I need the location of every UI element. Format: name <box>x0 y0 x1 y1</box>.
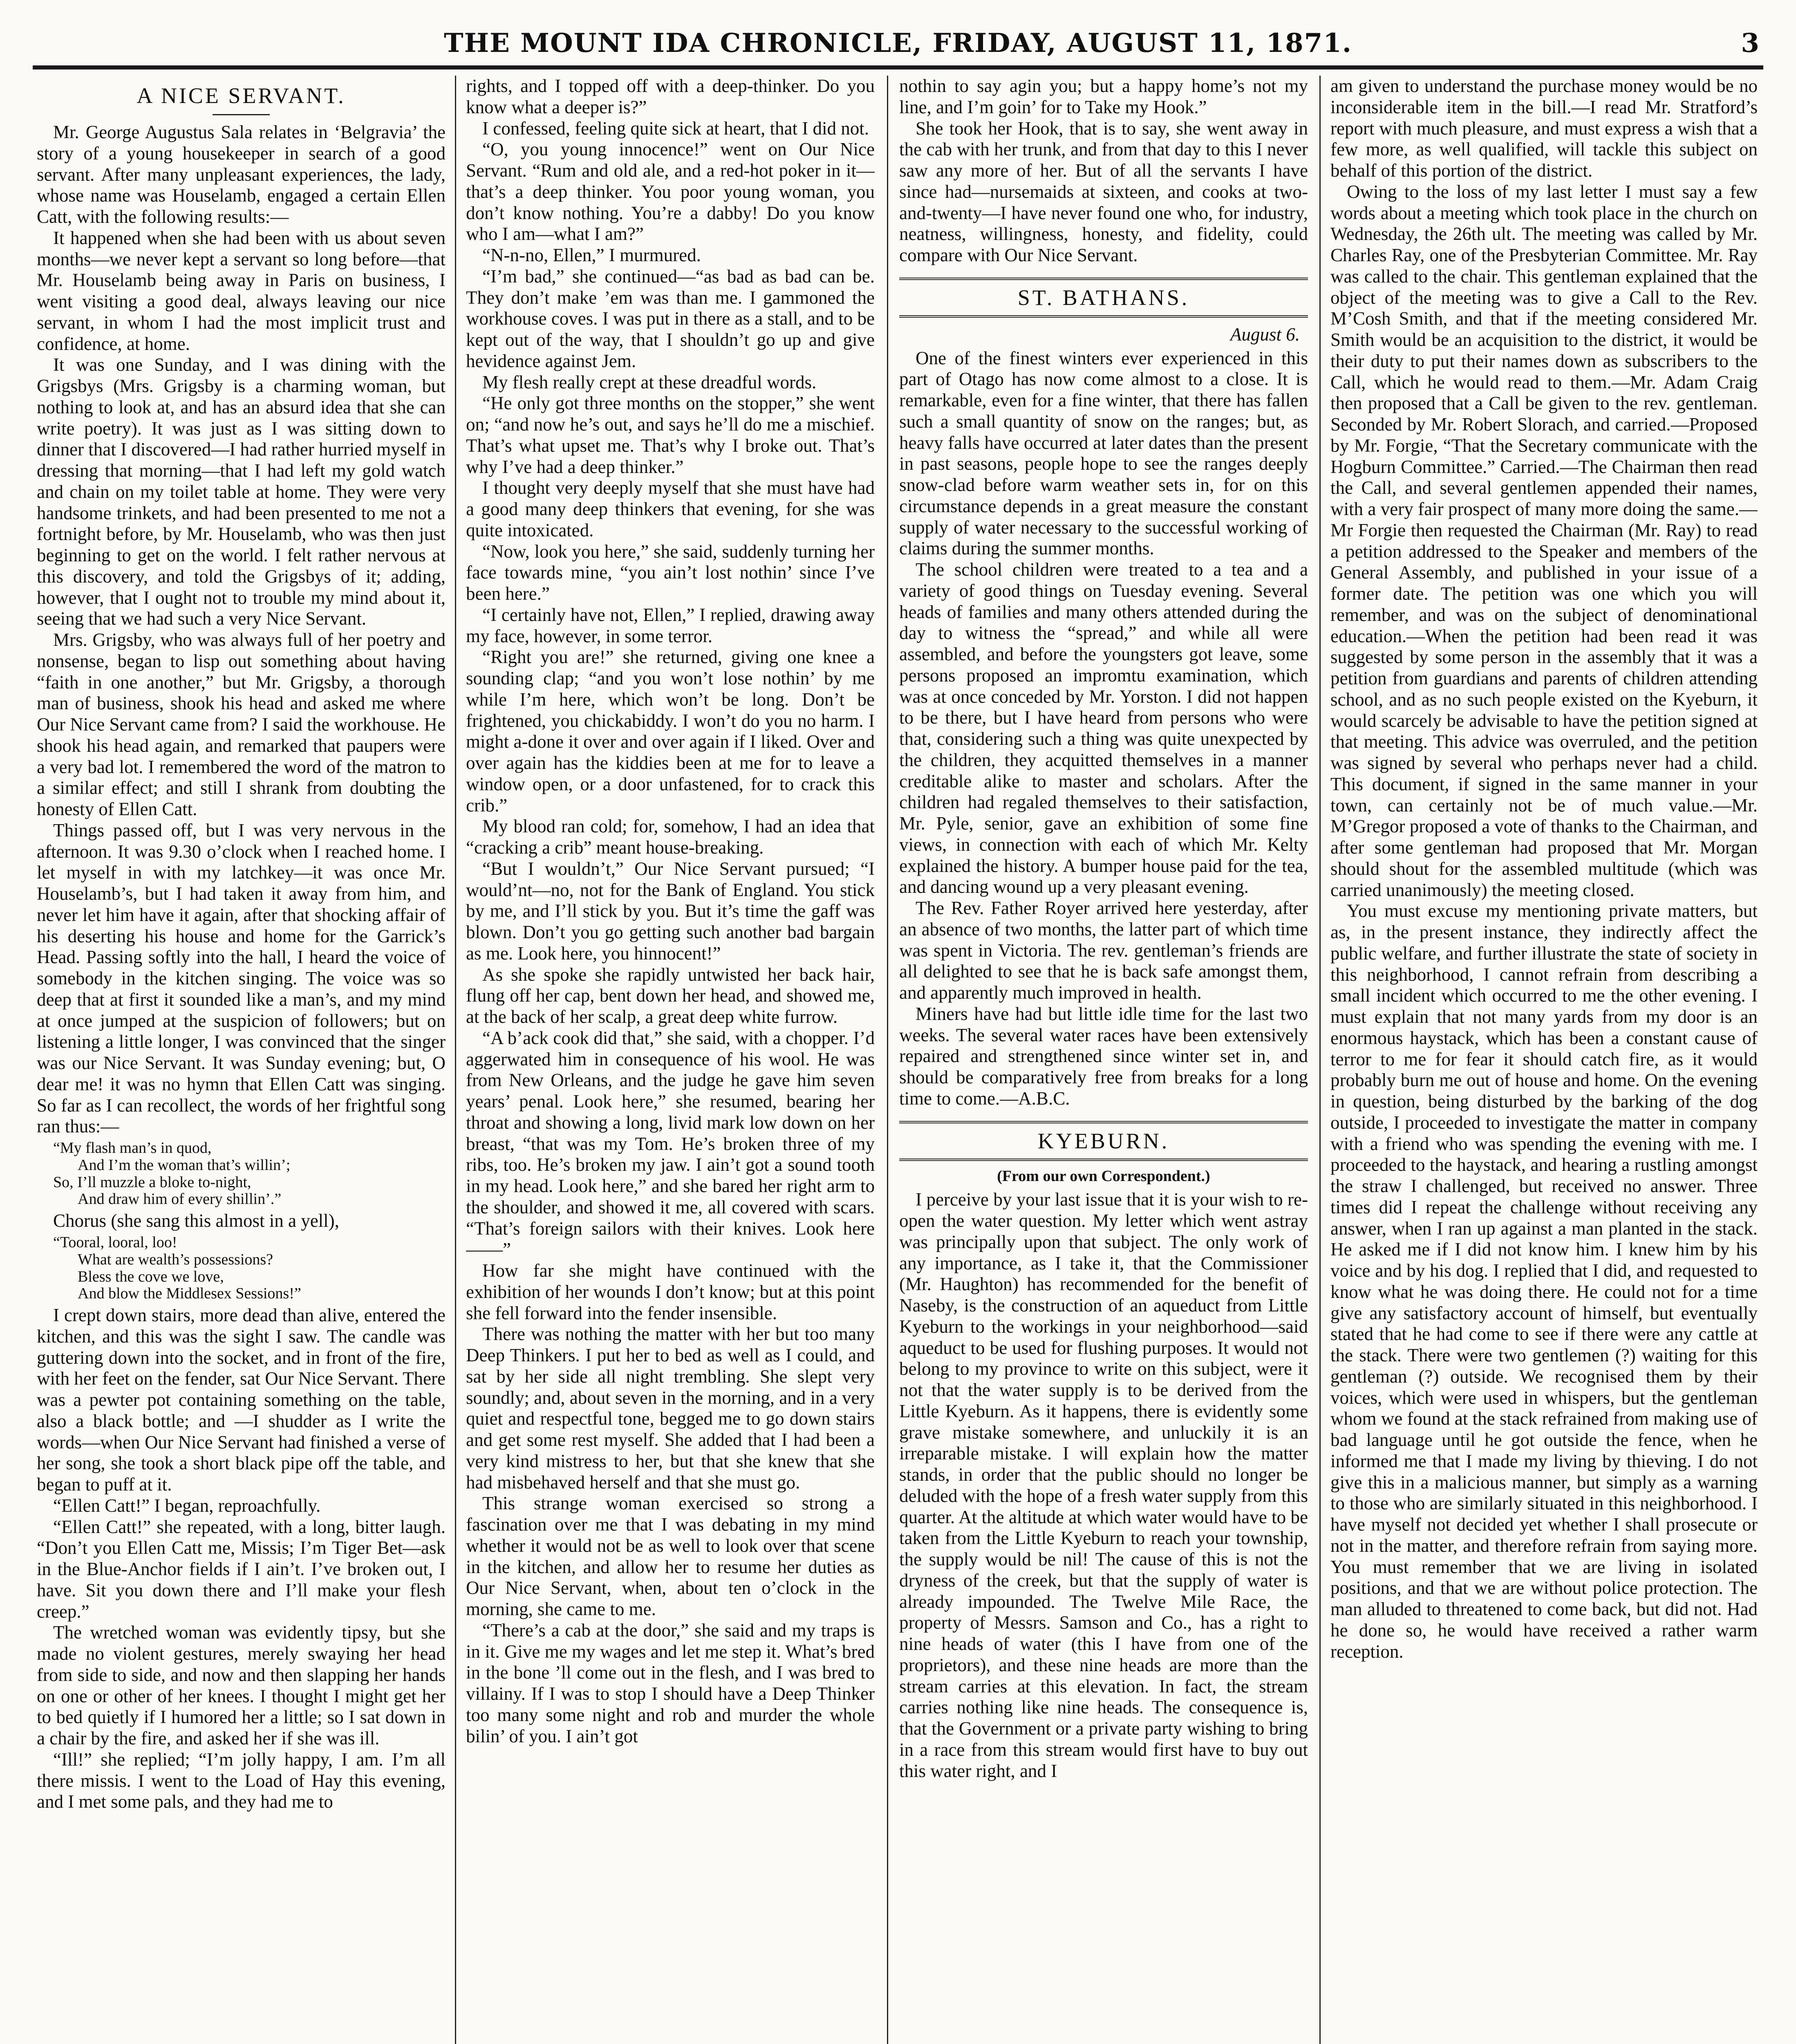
column-rule <box>1319 76 1321 2044</box>
page-number: 3 <box>1741 28 1759 58</box>
paragraph: nothin to say agin you; but a happy home’s not my line, and I’m goin’ for to Take my Hook.” <box>899 76 1308 117</box>
paragraph: “Ill!” she replied; “I’m jolly happy, I am. I’m all there missis. I went to the Load of Hay this evening, and I met some pals, and they had me to <box>37 1749 446 1812</box>
song-chorus <box>53 1234 446 1302</box>
article-heading: A NICE SERVANT. <box>137 83 346 108</box>
paragraph: Things passed off, but I was very nervous in the afternoon. It was 9.30 o’clock when I reached home. I let myself in with my latchkey—it was once Mr. Houselamb’s, but I had taken it away from him, and never let him have it again, after that shocking affair of his deserting his house and home for the Garrick’s Head. Passing softly into the hall, I heard the voice of somebody in the kitchen singing. The voice was so deep that at first it sounded like a man’s, and my mind at once jumped at the suspicion of followers; but on listening a little longer, I was convinced that the singer was our Nice Servant. It was Sunday evening; but, O dear me! it was no hymn that Ellen Catt was singing. So far as I can recollect, the words of her frightful song ran thus:— <box>37 820 446 1137</box>
paragraph: Mr. George Augustus Sala relates in ‘Belgravia’ the story of a young housekeeper in search of a good servant. After many unpleasant experiences, the lady, whose name was Houselamb, engaged a certain Ellen Catt, with the following results:— <box>37 122 446 227</box>
verse-line: And draw him of every shillin’.” <box>78 1190 282 1208</box>
verse-line: So, I’ll muzzle a bloke to-night, <box>53 1173 251 1191</box>
paragraph: am given to understand the purchase money would be no inconsiderable item in the bill.—I read Mr. Stratford’s report with much pleasure, and must express a wish that a few more, as well qualified, will tackle this subject on behalf of this portion of the district. <box>1330 76 1758 181</box>
article-subheading: (From our own Correspondent.) <box>997 1167 1210 1185</box>
verse-line: What are wealth’s possessions? <box>78 1251 273 1268</box>
paragraph: Owing to the loss of my last letter I must say a few words about a meeting which took place in the church on Wednesday, the 26th ult. The meeting was called by Mr. Charles Ray, one of the Presbyterian Committee. Mr. Ray was called to the chair. This gentleman explained that the object of the meeting was to give a Call to the Rev. M’Cosh Smith, and that if the meeting considered Mr. Smith would be an acquisition to the district, it would be their duty to put their names down as subscribers to the Call, which he would read to them.—Mr. Adam Craig then proposed that a Call be given to the rev. gentleman. Seconded by Mr. Robert Slorach, and carried.—Proposed by Mr. Forgie, “That the Secretary communicate with the Hogburn Committee.” Carried.—The Chairman then read the Call, and several gentlemen appended their names, with a very fair prospect of many more doing the same.—Mr Forgie then requested the Chairman (Mr. Ray) to read a petition addressed to the Speaker and members of the General Assembly, and published in your issue of a former date. The petition was one which you will remember, and was on the subject of denominational education.—When the petition had been read it was suggested by some person in the assembly that it was a petition from guardians and parents of children attending school, and as no such people existed on the Kyeburn, it would scarcely be advisable to have the petition signed at that meeting. This advice was overruled, and the petition was signed by several who perhaps never had a child. This document, if signed in the same manner in your town, can certainly not be of much value.—Mr. M’Gregor proposed a vote of thanks to the Chairman, and after some gentleman had proposed that Mr. Morgan should shout for the assembled multitude (which was carried unanimously) the meeting closed. <box>1330 181 1758 900</box>
paragraph: “Now, look you here,” she said, suddenly turning her face towards mine, “you ain’t lost nothin’ since I’ve been here.” <box>466 541 875 604</box>
verse-line: “Tooral, looral, loo! <box>53 1234 177 1251</box>
paragraph: She took her Hook, that is to say, she went away in the cab with her trunk, and from that day to this I never saw any more of her. But of all the servants I have since had—nursemaids at sixteen, and cooks at two-and-twenty—I have never found one who, for industry, neatness, willingness, honesty, and fidelity, could compare with Our Nice Servant. <box>899 118 1308 265</box>
paragraph: There was nothing the matter with her but too many Deep Thinkers. I put her to bed as well as I could, and sat by her side all night trembling. She slept very soundly; and, about seven in the morning, and in a very quiet and respectful tone, begged me to go down stairs and get some rest myself. She added that I had been a very kind mistress to her, but that she knew that she had misbehaved herself and that she must go. <box>466 1324 875 1493</box>
verse-line: “My flash man’s in quod, <box>53 1139 212 1157</box>
paragraph: The school children were treated to a tea and a variety of good things on Tuesday evening. Several heads of families and many others attended during the day to witness the “spread,” and while all were assembled, and before the youngsters got leave, some persons proposed an impromtu examination, which was at once conceded by Mr. Yorston. I did not happen to be there, but I have heard from persons who were that, considering such a thing was quite unexpected by the children, they acquitted themselves in a manner creditable alike to master and scholars. After the children had regaled themselves to their satisfaction, Mr. Pyle, senior, gave an exhibition of some fine views, in connection with each of which Mr. Kelty explained the history. A bumper house paid for the tea, and dancing wound up a very pleasant evening. <box>899 559 1308 897</box>
paragraph: Chorus (she sang this almost in a yell), <box>53 1210 339 1231</box>
article-heading: KYEBURN. <box>899 1121 1308 1161</box>
paragraph: The Rev. Father Royer arrived here yesterday, after an absence of two months, the latter part of which time was spent in Victoria. The rev. gentleman’s friends are all delighted to see that he is back safe amongst them, and apparently much improved in health. <box>899 898 1308 1003</box>
paragraph: “N-n-no, Ellen,” I murmured. <box>482 245 701 265</box>
column-2 <box>466 76 875 2044</box>
paragraph: Miners have had but little idle time for the last two weeks. The several water races have been extensively repaired and strengthened since winter set in, and should be comparatively free from breaks for a long time to come.—A.B.C. <box>899 1003 1308 1109</box>
paragraph: I confessed, feeling quite sick at heart, that I did not. <box>482 118 869 139</box>
paragraph: My flesh really crept at these dreadful words. <box>482 372 817 392</box>
paragraph: As she spoke she rapidly untwisted her back hair, flung off her cap, bent down her head, and showed me, at the back of her scalp, a great deep white furrow. <box>466 964 875 1027</box>
paragraph: Mrs. Grigsby, who was always full of her poetry and nonsense, began to lisp out something about having “faith in one another,” but Mr. Grigsby, a thorough man of business, shook his head and asked me where Our Nice Servant came from? I said the workhouse. He shook his head again, and remarked that paupers were a very bad lot. I remembered the word of the matron to a similar effect; and still I shrank from doubting the honesty of Ellen Catt. <box>37 630 446 820</box>
song-verse <box>53 1140 446 1208</box>
newspaper-title: THE MOUNT IDA CHRONICLE, FRIDAY, AUGUST 11, 1871. <box>443 28 1353 58</box>
article-heading: ST. BATHANS. <box>899 278 1308 318</box>
paragraph: I crept down stairs, more dead than alive, entered the kitchen, and this was the sight I saw. The candle was guttering down into the socket, and in front of the fire, with her feet on the fender, sat Our Nice Servant. There was a pewter pot containing something on the table, also a black bottle; and —I shudder as I write the words—when Our Nice Servant had finished a verse of her song, she took a short black pipe off the table, and began to puff at it. <box>37 1305 446 1495</box>
paragraph: It happened when she had been with us about seven months—we never kept a servant so long before—that Mr. Houselamb being away in Paris on business, I went visiting a good deal, always leaving our nice servant, in whom I had the most implicit trust and confidence, at home. <box>37 227 446 354</box>
paragraph: My blood ran cold; for, somehow, I had an idea that “cracking a crib” meant house-breaking. <box>466 816 875 858</box>
column-3 <box>899 76 1308 2044</box>
paragraph: I thought very deeply myself that she must have had a good many deep thinkers that evening, for she was quite intoxicated. <box>466 477 875 540</box>
heading-rule <box>213 114 270 115</box>
paragraph: “I certainly have not, Ellen,” I replied, drawing away my face, however, in some terror. <box>466 604 875 646</box>
paragraph: This strange woman exercised so strong a fascination over me that I was debating in my mind whether it would not be as well to look over that scene in the kitchen, and allow her to resume her duties as Our Nice Servant, when, about ten o’clock in the morning, she came to me. <box>466 1493 875 1619</box>
column-4 <box>1330 76 1758 2044</box>
paragraph: “There’s a cab at the door,” she said and my traps is in it. Give me my wages and let me step it. What’s bred in the bone ’ll come out in the flesh, and I was bred to villainy. If I was to stop I should have a Deep Thinker too many some night and rob and murder the whole bilin’ of you. I ain’t got <box>466 1620 875 1746</box>
verse-line: Bless the cove we love, <box>78 1268 224 1285</box>
column-1 <box>37 76 446 2044</box>
paragraph: The wretched woman was evidently tipsy, but she made no violent gestures, merely swaying her head from side to side, and now and then slapping her hands on one or other of her knees. I thought I might get her to bed quietly if I humored her a little; so I sat down in a chair by the fire, and asked her if she was ill. <box>37 1622 446 1749</box>
paragraph: “But I wouldn’t,” Our Nice Servant pursued; “I would’nt—no, not for the Bank of England. You stick by me, and I’ll stick by you. But it’s time the gaff was blown. Don’t you go getting such another bad bargain as me. Look here, you hinnocent!” <box>466 858 875 964</box>
verse-line: And blow the Middlesex Sessions!” <box>78 1285 301 1302</box>
paragraph: “A b’ack cook did that,” she said, with a chopper. I’d aggerwated him in consequence of his wool. He was from New Orleans, and the judge he gave him seven years’ penal. Look here,” she resumed, bearing her throat and showing a long, livid mark low down on her breast, “that was my Tom. He’s broken three of my ribs, too. He’s broken my jaw. I ain’t got a sound tooth in my head. Look here,” and she bared her right arm to the shoulder, and showed it me, all covered with scars. “That’s foreign sailors with their knives. Look here——” <box>466 1027 875 1260</box>
paragraph: It was one Sunday, and I was dining with the Grigsbys (Mrs. Grigsby is a charming woman, but nothing to look at, and has an absurd idea that she can write poetry). It was just as I was sitting down to dinner that I discovered—I had rather hurried myself in dressing that morning—that I had left my gold watch and chain on my toilet table at home. They were very handsome trinkets, and had been presented to me not a fortnight before, by Mr. Houselamb, who was then just beginning to get on the world. I felt rather nervous at this discovery, and told the Grigsbys of it; adding, however, that I ought not to trouble my mind about it, seeing that we had such a very Nice Servant. <box>37 354 446 629</box>
paragraph: rights, and I topped off with a deep-thinker. Do you know what a deeper is?” <box>466 76 875 117</box>
paragraph: How far she might have continued with the exhibition of her wounds I don’t know; but at this point she fell forward into the fender insensible. <box>466 1260 875 1323</box>
paragraph: You must excuse my mentioning private matters, but as, in the present instance, they indirectly affect the public welfare, and further illustrate the state of society in this neighborhood, I cannot refrain from describing a small incident which occurred to me the other evening. I must explain that not many yards from my door is an enormous haystack, which has been a constant cause of terror to me for fear it should catch fire, as it would probably burn me out of house and home. On the evening in question, being disturbed by the barking of the dog outside, I proceeded to investigate the matter in company with a friend who was spending the evening with me. I proceeded to the haystack, and hearing a rustling amongst the straw I challenged, but received no answer. Three times did I repeat the challenge without receiving any answer, when I ran up against a man planted in the stack. He asked me if I did not know him. I knew him by his voice and by his dog. I replied that I did, and requested to know what he was doing there. He could not for a time give any satisfactory account of himself, but eventually stated that he had come to see if there were any cattle at the stack. There were two gentlemen (?) waiting for this gentleman (?) outside. We recognised them by their voices, which were used in whispers, but the gentleman whom we found at the stack refrained from making use of bad language until he got outside the fence, when he informed me that I made my living by thieving. I do not give this in a malicious manner, but simply as a warning to those who are similarly situated in this neighborhood. I have myself not decided yet whether I shall prosecute or not in the matter, and therefore refrain from saying more. You must remember that we are living in isolated positions, and that we are without police protection. The man alluded to threatened to come back, but did not. Had he done so, he would have received a rather warm reception. <box>1330 901 1758 1662</box>
dateline: August 6. <box>1230 324 1300 345</box>
paragraph: “Ellen Catt!” I began, reproachfully. <box>53 1495 321 1516</box>
paragraph: “He only got three months on the stopper,” she went on; “and now he’s out, and says he’ll do me a mischief. That’s what upset me. That’s why I broke out. That’s why I’ve had a deep thinker.” <box>466 393 875 477</box>
paragraph: “Ellen Catt!” she repeated, with a long, bitter laugh. “Don’t you Ellen Catt me, Missis; I’m Tiger Bet—ask in the Blue-Anchor fields if I ain’t. I’ve broken out, I have. Sit you down there and I’ll make your flesh creep.” <box>37 1516 446 1622</box>
paragraph: “O, you young innocence!” went on Our Nice Servant. “Rum and old ale, and a red-hot poker in it—that’s a deep thinker. You poor young woman, you don’t know nothing. You’re a dabby! Do you know who I am—what I am?” <box>466 139 875 244</box>
column-rule <box>455 76 456 2044</box>
paragraph: I perceive by your last issue that it is your wish to re-open the water question. My letter which went astray was principally upon that subject. The only work of any importance, as I take it, that the Commissioner (Mr. Haughton) has recommended for the benefit of Naseby, is the construction of an aqueduct from Little Kyeburn to the workings in your neighborhood—said aqueduct to be used for flushing purposes. It would not belong to my province to write on this subject, were it not that the water supply is to be derived from the Little Kyeburn. As it happens, there is evidently some grave mistake somewhere, and unluckily it is an irreparable mistake. I will explain how the matter stands, in order that the public should no longer be deluded with the hope of a fresh water supply from this quarter. At the altitude at which water would have to be taken from the Little Kyeburn to reach your township, the supply would be nil! The cause of this is not the dryness of the creek, but that the supply of water is already impounded. The Twelve Mile Race, the property of Messrs. Samson and Co., has a right to nine heads of water (this I have from one of the proprietors), and these nine heads are more than the stream carries at this elevation. In fact, the stream carries nothing like nine heads. The consequence is, that the Government or a private party wishing to bring in a race from this stream would first have to buy out this water right, and I <box>899 1189 1308 1781</box>
paragraph: One of the finest winters ever experienced in this part of Otago has now come almost to a close. It is remarkable, even for a fine winter, that there has fallen such a small quantity of snow on the ranges; but, as heavy falls have occurred at later dates than the present in past seasons, people hope to see the ranges deeply snow-clad before warm weather sets in, for on this circumstance depends in a great measure the constant supply of water necessary to the successful working of claims during the summer months. <box>899 347 1308 559</box>
verse-line: And I’m the woman that’s willin’; <box>78 1156 291 1174</box>
paragraph: “Right you are!” she returned, giving one knee a sounding clap; “and you won’t lose nothin’ by me while I’m here, which won’t be long. Don’t be frightened, you chickabiddy. I won’t do you no harm. I might a-done it over and over again if I liked. Over and over again has the kiddies been at me for to leave a window open, or a door unfastened, for to crack this crib.” <box>466 647 875 816</box>
column-rule <box>887 76 888 2044</box>
paragraph: “I’m bad,” she continued—“as bad as bad can be. They don’t make ’em was than me. I gammoned the workhouse coves. I was put in there as a stall, and to be kept out of the way, that I shouldn’t go up and give hevidence against Jem. <box>466 266 875 371</box>
masthead <box>33 25 1763 69</box>
